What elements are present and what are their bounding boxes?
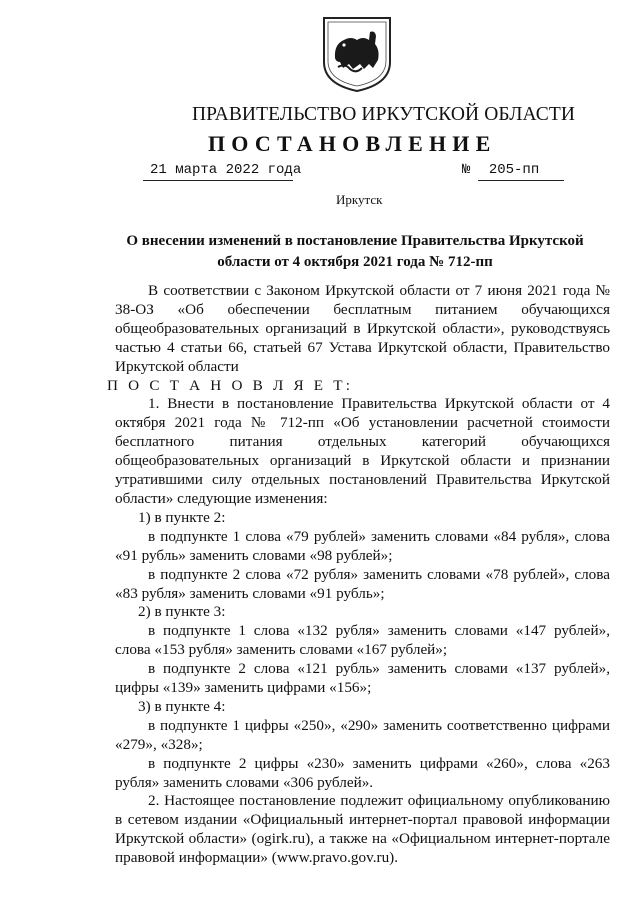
item-2-heading: 2) в пункте 3: <box>138 603 226 621</box>
item-3-heading: 3) в пункте 4: <box>138 697 226 715</box>
paragraph-2: 2. Настоящее постановление подлежит официальному опубликованию в сетевом издании «Официальный интернет-портал правовой информации Иркутской области» (ogirk.ru), а также на «Официальном интернет-портале правовой информации» (www.pravo.gov.ru). <box>115 792 610 867</box>
paragraph-1: 1. Внести в постановление Правительства Иркутской области от 4 октября 2021 года № 712-пп «Об установлении расчетной стоимости бесплатного питания отдельных категорий обучающихся общеобразовательных организаций в Иркутской области и признании утратившими силу отдельных постановлений Правительства Иркутской области» следующие изменения: <box>115 395 610 507</box>
document-body <box>107 282 610 868</box>
decree-word: П О С Т А Н О В Л Я Е Т: <box>107 376 354 394</box>
document-number: 205-пп <box>488 162 540 178</box>
item-1-heading: 1) в пункте 2: <box>138 508 226 526</box>
item-1-subitem-2: в подпункте 2 слова «72 рубля» заменить словами «78 рублей», слова «83 рубля» заменить словами «91 рубль»; <box>115 565 610 602</box>
item-2-subitem-2: в подпункте 2 слова «121 рубль» заменить словами «137 рублей», цифры «139» заменить цифрами «156»; <box>115 660 610 697</box>
preamble-paragraph: В соответствии с Законом Иркутской области от 7 июня 2021 года № 38-ОЗ «Об обеспечении бесплатным питанием обучающихся общеобразовательных организаций в Иркутской области», руководствуясь частью 4 статьи 66, статьей 67 Устава Иркутской области, Правительство Иркутской области <box>115 282 610 375</box>
coat-of-arms-emblem <box>320 14 394 94</box>
document-date: 21 марта 2022 года <box>150 162 302 178</box>
date-underline <box>143 180 293 181</box>
item-1-subitem-1: в подпункте 1 слова «79 рублей» заменить словами «84 рубля», слова «91 рубль» заменить словами «98 рублей»; <box>115 527 610 564</box>
item-3-subitem-2: в подпункте 2 цифры «230» заменить цифрами «260», слова «263 рубля» заменить словами «306 рублей». <box>115 754 610 791</box>
document-subject: О внесении изменений в постановление Правительства Иркутской области от 4 октября 2021 года № 712-пп <box>126 233 584 270</box>
document-type-title: ПОСТАНОВЛЕНИЕ <box>208 131 497 156</box>
item-3-subitem-1: в подпункте 1 цифры «250», «290» заменить соответственно цифрами «279», «328»; <box>115 716 610 753</box>
number-sign: № <box>462 162 471 178</box>
document-number-block <box>462 162 539 178</box>
government-name: ПРАВИТЕЛЬСТВО ИРКУТСКОЙ ОБЛАСТИ <box>192 104 576 125</box>
number-underline <box>478 180 564 181</box>
item-2-subitem-1: в подпункте 1 слова «132 рубля» заменить словами «147 рублей», слова «153 рубля» заменить словами «167 рублей»; <box>115 622 610 659</box>
city-name: Иркутск <box>336 192 383 207</box>
